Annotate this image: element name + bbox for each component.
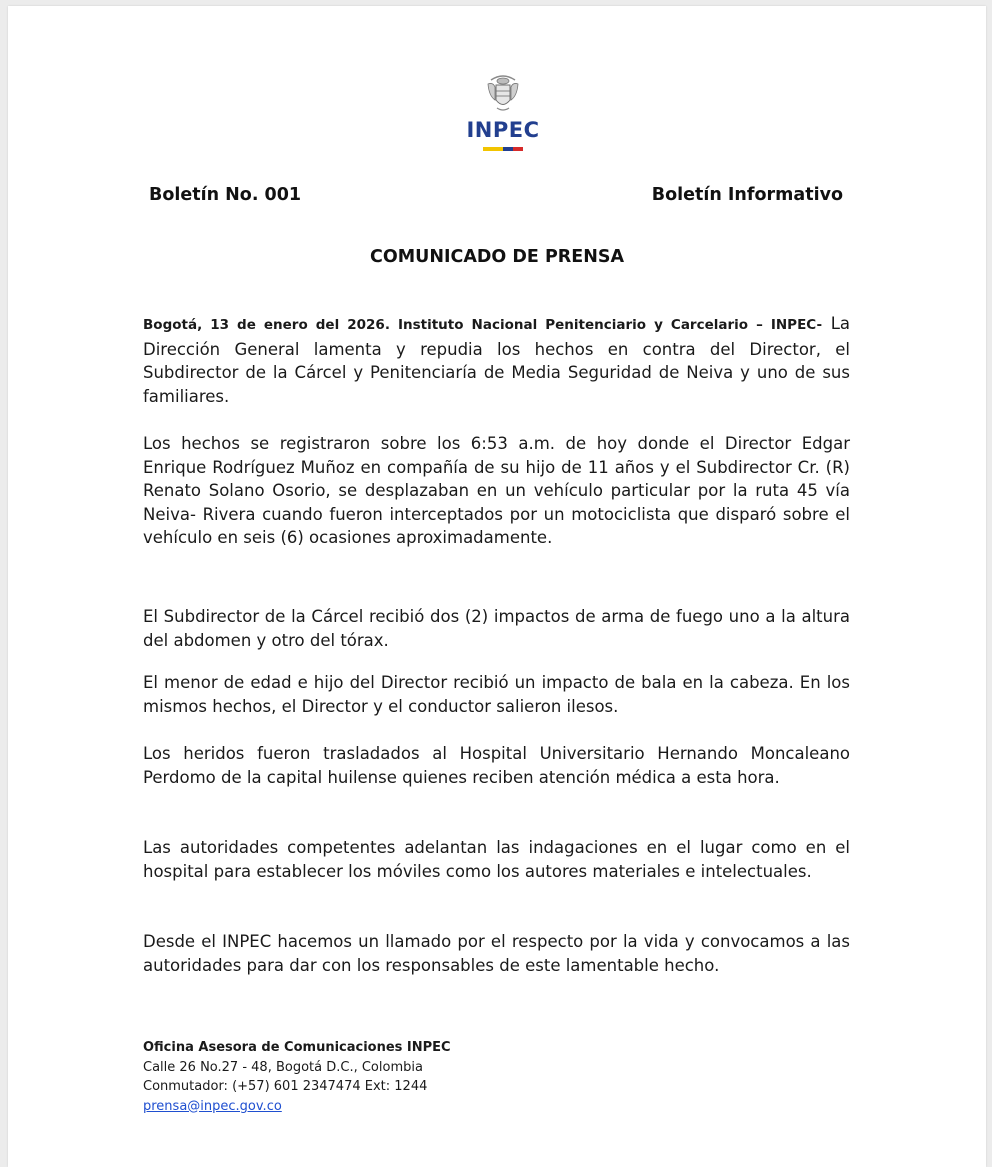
email-link[interactable]: prensa@inpec.gov.co <box>143 1098 282 1114</box>
paragraph-6 <box>143 836 850 883</box>
flag-blue-stripe <box>503 147 513 151</box>
paragraph-text: El Subdirector de la Cárcel recibió dos (2) impactos de arma de fuego uno a la altura del abdomen y otro del tórax. <box>143 607 850 650</box>
bulletin-type: Boletín Informativo <box>651 185 843 205</box>
paragraph-5 <box>143 742 850 789</box>
paragraph-text: Los heridos fueron trasladados al Hospital Universitario Hernando Moncaleano Perdomo de la capital huilense quienes reciben atención médica a esta hora. <box>143 744 850 787</box>
logo-wordmark: INPEC <box>466 118 540 142</box>
paragraph-7 <box>143 930 850 977</box>
paragraph-text: Las autoridades competentes adelantan las indagaciones en el lugar como en el hospital para establecer los móviles como los autores materiales e intelectuales. <box>143 838 850 881</box>
office-name: Oficina Asesora de Comunicaciones INPEC <box>143 1040 451 1055</box>
paragraph-3 <box>143 605 850 652</box>
paragraph-text: El menor de edad e hijo del Director recibió un impacto de bala en la cabeza. En los mismos hechos, el Director y el conductor salieron ilesos. <box>143 673 850 716</box>
flag-red-stripe <box>513 147 523 151</box>
dateline: Bogotá, 13 de enero del 2026. Instituto Nacional Penitenciario y Carcelario – INPEC- <box>143 317 823 333</box>
office-address: Calle 26 No.27 - 48, Bogotá D.C., Colombia <box>143 1059 423 1075</box>
page-title: COMUNICADO DE PRENSA <box>369 247 624 267</box>
paragraph-text: La Dirección General lamenta y repudia los hechos en contra del Director, el Subdirector de la Cárcel y Penitenciaría de Media Seguridad de Neiva y uno de sus familiares. <box>143 314 850 406</box>
flag-stripe <box>483 147 523 151</box>
press-release-page <box>8 6 986 1167</box>
office-phone: Conmutador: (+57) 601 2347474 Ext: 1244 <box>143 1079 428 1094</box>
paragraph-4 <box>143 671 850 718</box>
paragraph-2 <box>143 432 850 550</box>
bulletin-number: Boletín No. 001 <box>149 185 302 205</box>
coat-of-arms-icon <box>485 74 521 114</box>
flag-yellow-stripe <box>483 147 503 151</box>
paragraph-1 <box>143 312 850 408</box>
inpec-logo <box>463 74 543 158</box>
paragraph-text: Los hechos se registraron sobre los 6:53 a.m. de hoy donde el Director Edgar Enrique Rodríguez Muñoz en compañía de su hijo de 11 años y el Subdirector Cr. (R) Renato Solano Osorio, se desplazaban en un vehículo particular por la ruta 45 vía Neiva- Rivera cuando fueron interceptados por un motociclista que disparó sobre el vehículo en seis (6) ocasiones aproximadamente. <box>143 434 850 547</box>
paragraph-text: Desde el INPEC hacemos un llamado por el respecto por la vida y convocamos a las autoridades para dar con los responsables de este lamentable hecho. <box>143 932 850 975</box>
contact-footer <box>143 1038 451 1116</box>
